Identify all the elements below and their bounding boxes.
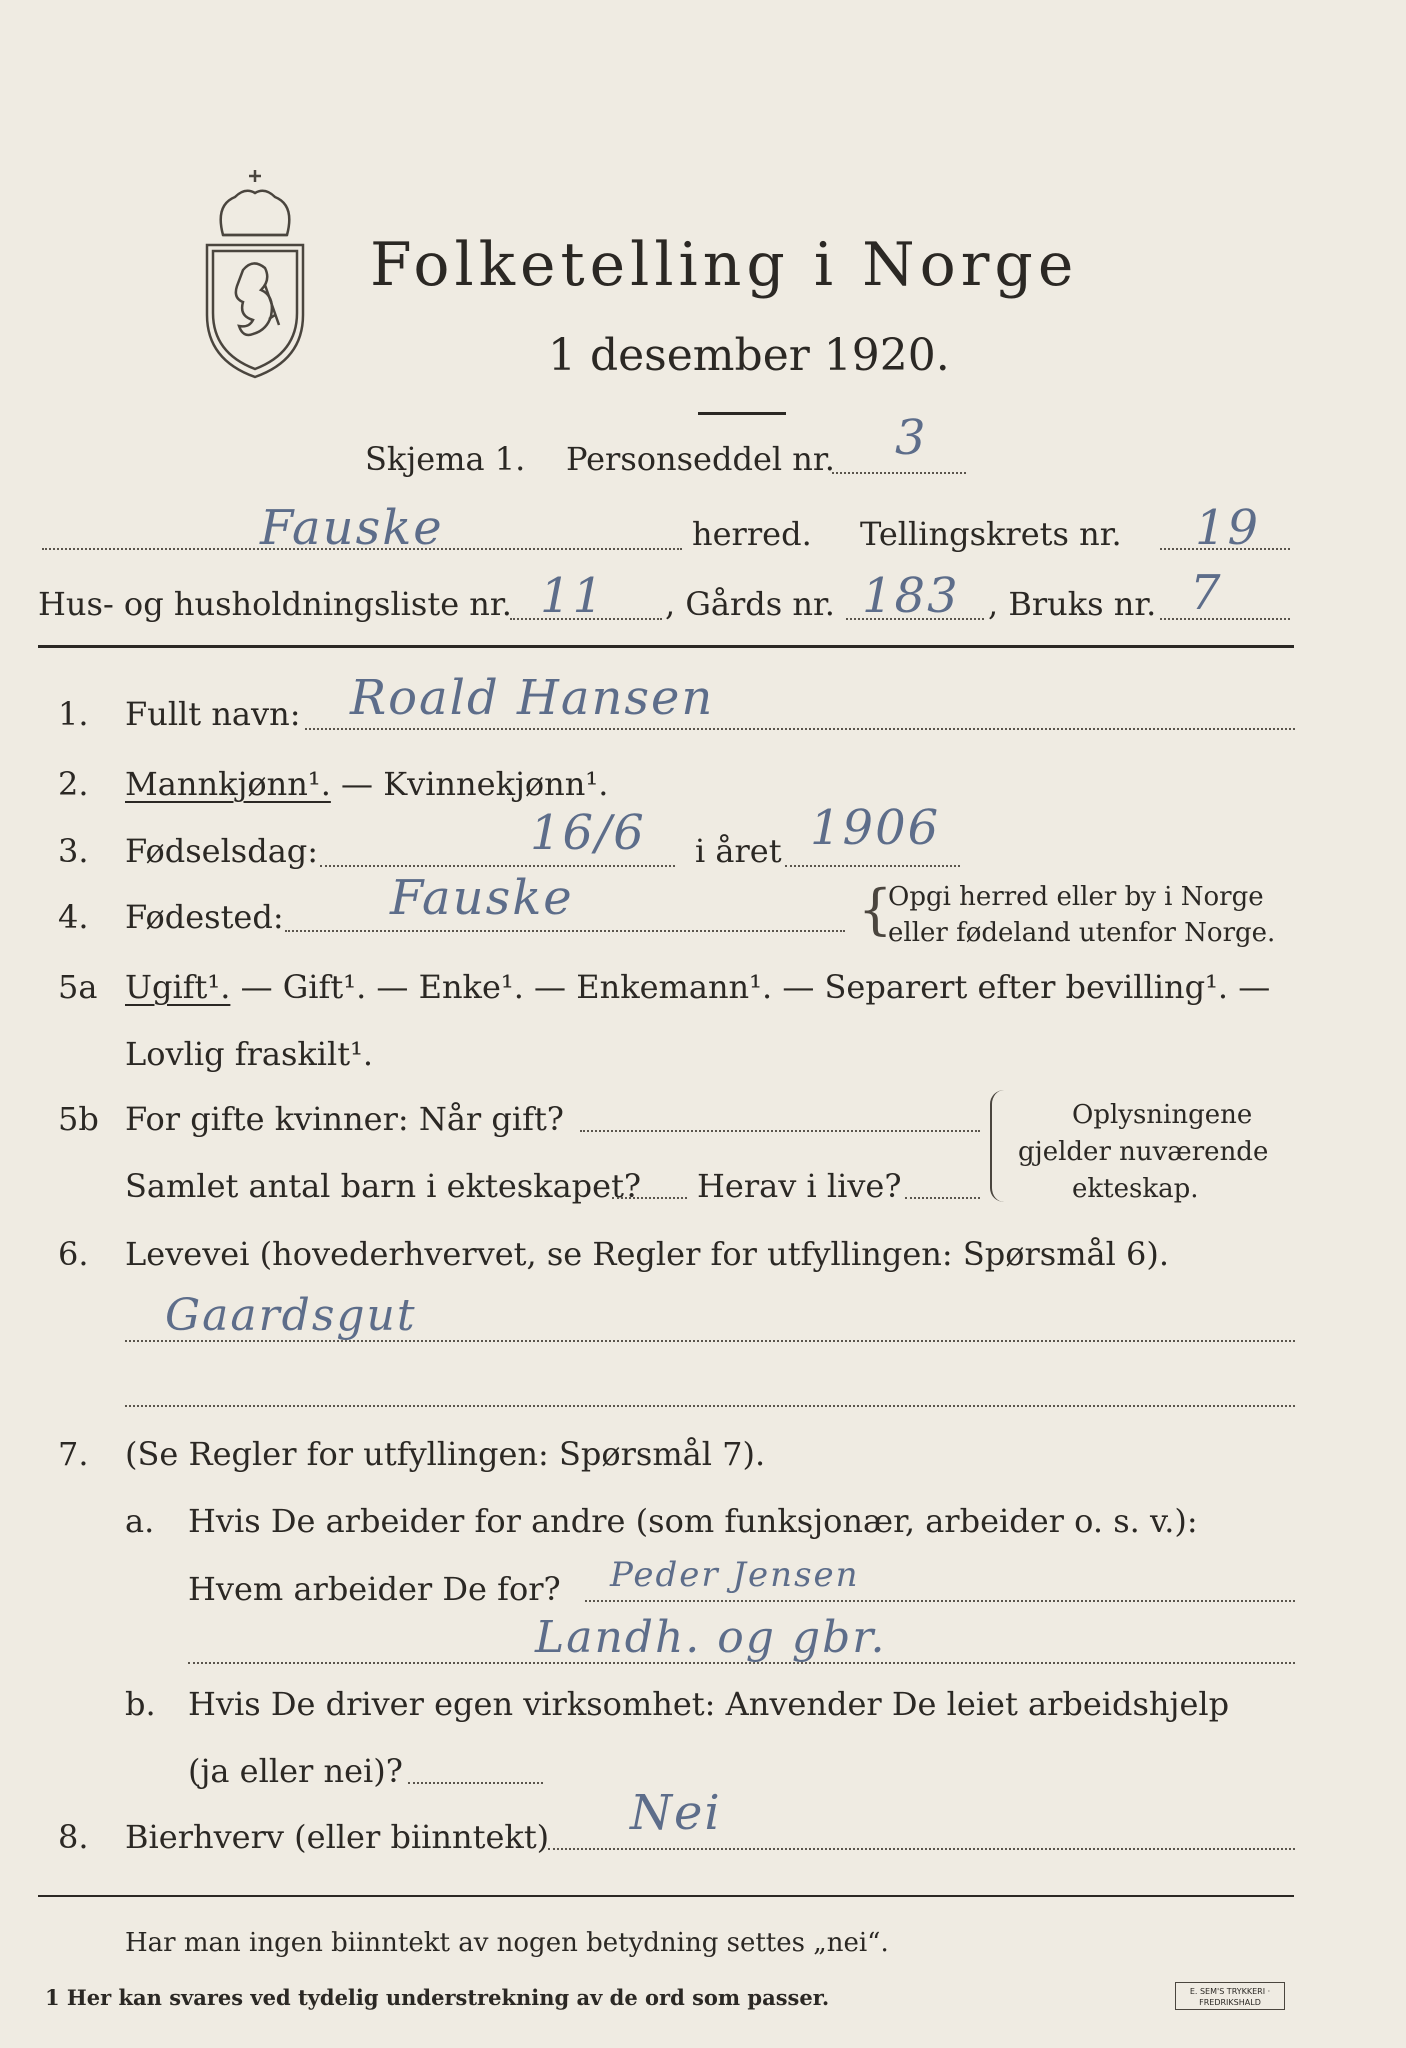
q4-value: Fauske bbox=[390, 870, 574, 926]
q5a-number: 5a bbox=[58, 968, 98, 1006]
q5b-label1: For gifte kvinner: Når gift? bbox=[125, 1100, 564, 1138]
q2-male: Mannkjønn¹. bbox=[125, 765, 331, 803]
hus-label: Hus- og husholdningsliste nr. bbox=[38, 585, 512, 623]
q5b-label3: Herav i live? bbox=[697, 1167, 902, 1205]
q3-year-value: 1906 bbox=[810, 800, 941, 856]
q5b-note2: gjelder nuværende bbox=[1018, 1137, 1269, 1167]
q2-female: Kvinnekjønn¹. bbox=[383, 765, 609, 803]
q7-label: (Se Regler for utfyllingen: Spørsmål 7). bbox=[125, 1435, 766, 1473]
q5b-label2: Samlet antal barn i ekteskapet? bbox=[125, 1167, 642, 1205]
q4-note2: eller fødeland utenfor Norge. bbox=[888, 918, 1276, 948]
q4-line bbox=[285, 930, 845, 932]
bruks-line bbox=[1160, 618, 1290, 620]
q4-label: Fødested: bbox=[125, 898, 284, 936]
q8-line bbox=[548, 1848, 1295, 1850]
footer-note: Har man ingen biinntekt av nogen betydning settes „nei“. bbox=[125, 1928, 889, 1958]
q6-value: Gaardsgut bbox=[165, 1290, 417, 1341]
herred-label: herred. bbox=[692, 515, 812, 553]
q7a-value2: Landh. og gbr. bbox=[535, 1612, 887, 1663]
personseddel-label: Personseddel nr. bbox=[566, 440, 835, 478]
q7a-line2: Hvem arbeider De for? bbox=[188, 1570, 561, 1608]
q2-options bbox=[125, 765, 608, 803]
q5b-number: 5b bbox=[58, 1100, 99, 1138]
q5a-ugift: Ugift¹. bbox=[125, 968, 231, 1006]
q1-value: Roald Hansen bbox=[350, 670, 715, 726]
q5b-line1 bbox=[580, 1130, 980, 1132]
q5b-brace bbox=[990, 1090, 1004, 1202]
census-date: 1 desember 1920. bbox=[548, 330, 950, 381]
gards-value: 183 bbox=[862, 568, 960, 624]
footer-rule bbox=[38, 1895, 1294, 1897]
q3-year-line bbox=[785, 865, 960, 867]
bruks-value: 7 bbox=[1190, 565, 1223, 621]
header-rule bbox=[38, 645, 1294, 648]
tellingskrets-label: Tellingskrets nr. bbox=[860, 515, 1122, 553]
q5a-rest: — Gift¹. — Enke¹. — Enkemann¹. — Separert efter bevilling¹. — bbox=[230, 968, 1271, 1006]
q3-label: Fødselsdag: bbox=[125, 832, 319, 870]
q5b-line3 bbox=[905, 1197, 980, 1199]
q7a-line bbox=[585, 1600, 1295, 1602]
q4-number: 4. bbox=[58, 898, 89, 936]
q8-number: 8. bbox=[58, 1818, 89, 1856]
q5a-line2: Lovlig fraskilt¹. bbox=[125, 1035, 374, 1073]
q7a-line1: Hvis De arbeider for andre (som funksjonær, arbeider o. s. v.): bbox=[188, 1502, 1198, 1540]
q2-separator: — bbox=[330, 765, 384, 803]
tellingskrets-value: 19 bbox=[1195, 500, 1261, 556]
q1-line bbox=[305, 728, 1295, 730]
gards-label: , Gårds nr. bbox=[665, 585, 835, 623]
q7a-number: a. bbox=[125, 1502, 155, 1540]
coat-of-arms-icon bbox=[195, 165, 315, 385]
q7a-value1: Peder Jensen bbox=[610, 1555, 860, 1595]
q3-number: 3. bbox=[58, 832, 89, 870]
q5b-note1: Oplysningene bbox=[1072, 1100, 1253, 1130]
q2-number: 2. bbox=[58, 765, 89, 803]
q7b-line bbox=[408, 1782, 543, 1784]
q1-number: 1. bbox=[58, 695, 89, 733]
herred-value: Fauske bbox=[260, 500, 444, 556]
q4-note1: Opgi herred eller by i Norge bbox=[888, 882, 1264, 912]
q8-label: Bierhverv (eller biinntekt) bbox=[125, 1818, 550, 1856]
q3-day-line bbox=[320, 865, 675, 867]
printer-mark: E. SEM'S TRYKKERI · FREDRIKSHALD bbox=[1175, 1982, 1285, 2010]
q5a-options bbox=[125, 968, 1270, 1006]
q6-line1 bbox=[125, 1340, 1295, 1342]
q1-label: Fullt navn: bbox=[125, 695, 301, 733]
q7b-number: b. bbox=[125, 1685, 156, 1723]
q7-number: 7. bbox=[58, 1435, 89, 1473]
personseddel-value: 3 bbox=[895, 410, 928, 466]
skjema-label: Skjema 1. bbox=[365, 440, 526, 478]
q7a-line-extra bbox=[188, 1662, 1295, 1664]
q7b-line2: (ja eller nei)? bbox=[188, 1752, 403, 1790]
q3-value: 16/6 bbox=[530, 805, 646, 861]
hus-value: 11 bbox=[540, 568, 606, 624]
q5b-note3: ekteskap. bbox=[1072, 1174, 1199, 1204]
footnote: 1 Her kan svares ved tydelig understrekning av de ord som passer. bbox=[45, 1985, 830, 2010]
q8-value: Nei bbox=[630, 1785, 722, 1841]
title-divider bbox=[698, 412, 786, 415]
q6-number: 6. bbox=[58, 1235, 89, 1273]
bruks-label: , Bruks nr. bbox=[988, 585, 1157, 623]
form-title: Folketelling i Norge bbox=[370, 230, 1079, 300]
q3-year-label: i året bbox=[695, 832, 782, 870]
q4-brace: { bbox=[858, 878, 893, 941]
q6-line2 bbox=[125, 1405, 1295, 1407]
q6-label: Levevei (hovederhvervet, se Regler for utfyllingen: Spørsmål 6). bbox=[125, 1235, 1170, 1273]
q5b-line2 bbox=[612, 1197, 687, 1199]
q7b-line1: Hvis De driver egen virksomhet: Anvender De leiet arbeidshjelp bbox=[188, 1685, 1230, 1723]
personseddel-line bbox=[832, 472, 966, 474]
